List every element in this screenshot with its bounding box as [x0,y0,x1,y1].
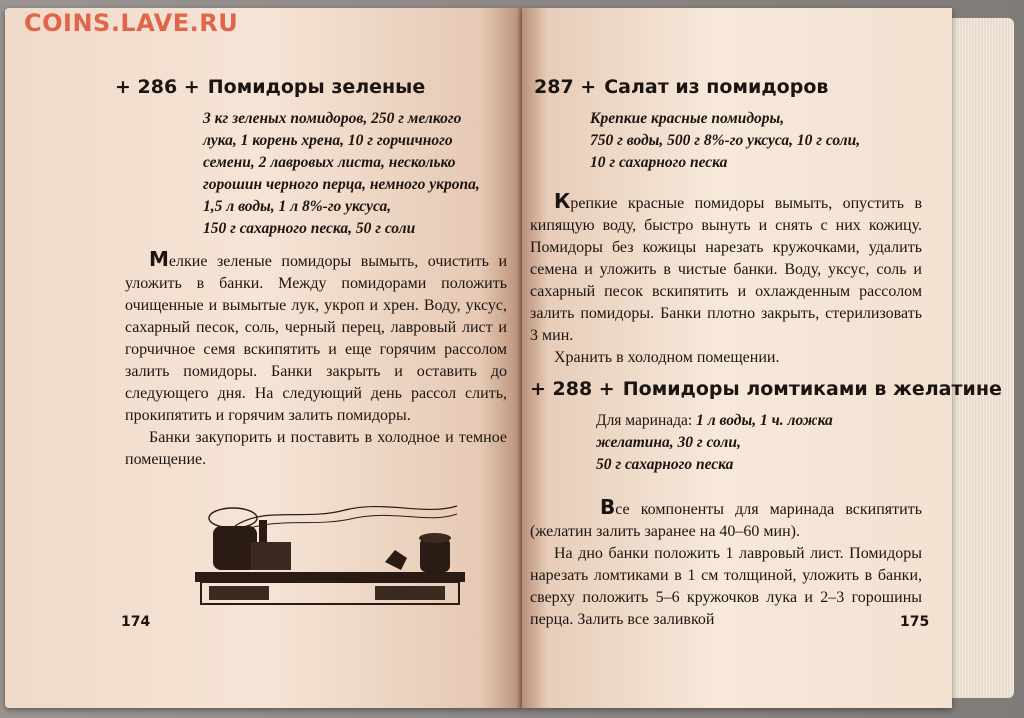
ingredient-line: 1,5 л воды, 1 л 8%-го уксуса, [203,198,392,215]
recipe-286-number: + 286 + [115,76,200,98]
ingredient-line: 3 кг зеленых помидоров, 250 г мелкого [203,110,462,127]
page-number-right: 175 [900,614,930,630]
recipe-286-ingredients [203,108,513,240]
ingredient-line: 10 г сахарного песка [590,154,728,171]
recipe-287-instructions [530,190,922,369]
recipe-288-instructions [530,496,922,631]
recipe-286-instructions [125,248,507,471]
page-number-left: 174 [121,614,151,630]
recipe-286-paragraph-2: Банки закупорить и поставить в холодное и темное помещение. [125,429,507,468]
open-book [5,8,1017,708]
ingredient-line: горошин черного перца, немного укропа, [203,176,480,193]
recipe-287-number: 287 + [534,76,597,98]
ingredient-line: желатина, 30 г соли, [596,434,741,451]
ingredient-line: семени, 2 лавровых листа, несколько [203,154,456,171]
recipe-287-title: Салат из помидоров [604,76,829,98]
recipe-287-ingredients [590,108,940,174]
recipe-288-heading [530,378,1002,400]
ingredient-line: 50 г сахарного песка [596,456,734,473]
ingredient-line: 150 г сахарного песка, 50 г соли [203,220,416,237]
recipe-287-heading [534,76,828,98]
recipe-287-paragraph-2: Хранить в холодном помещении. [554,349,780,366]
drop-cap: В [600,495,616,519]
recipe-288-paragraph-2: На дно банки положить 1 лавровый лист. Помидоры нарезать ломтиками в 1 см толщиной, уложить в банки, сверху положить 5–6 кружочков лука и 2–3 горошины перца. Залить все заливкой [530,545,922,628]
left-page [5,8,522,708]
recipe-288-title: Помидоры ломтиками в желатине [622,378,1002,400]
ingredient-line: 750 г воды, 500 г 8%-го уксуса, 10 г соли, [590,132,861,149]
kitchen-illustration [195,496,465,611]
ingredient-line: Крепкие красные помидоры, [590,110,785,127]
drop-cap: М [149,247,169,271]
right-page [522,8,1002,708]
recipe-286-heading [115,76,425,98]
watermark: COINS.LAVE.RU [24,9,239,37]
drop-cap: К [554,189,571,213]
recipe-286-paragraph-1: елкие зеленые помидоры вымыть, очистить и уложить в банки. Между помидорами положить очищенные и вымытые лук, укроп и хрен. Воду, уксус, сахарный песок, соль, черный перец, лавровый лист и горчичное семя вскипятить и еще горячим рассолом залить помидоры. Банки закрыть и оставить до следующего дня. На следующий день рассол слить, прокипятить и горячим залить помидоры. [125,253,507,424]
recipe-287-paragraph-1: репкие красные помидоры вымыть, опустить в кипящую воду, быстро вынуть и снять с них кожицу. Помидоры без кожицы нарезать кружочками, удалить семена и уложить в чистые банки. Воду, уксус, соль и сахарный песок вскипятить и охлажденным рассолом залить помидоры. Банки плотно закрыть, стерилизовать 3 мин. [530,195,922,344]
page-edges [952,18,1014,698]
recipe-288-paragraph-1: се компоненты для маринада вскипятить (желатин залить заранее на 40–60 мин). [530,501,922,540]
recipe-288-number: + 288 + [530,378,615,400]
recipe-288-ingredients [596,410,926,476]
ingredient-line: лука, 1 корень хрена, 10 г горчичного [203,132,453,149]
recipe-286-title: Помидоры зеленые [207,76,426,98]
ingredient-line: 1 л воды, 1 ч. ложка [696,412,833,429]
marinade-label: Для маринада: [596,412,693,429]
